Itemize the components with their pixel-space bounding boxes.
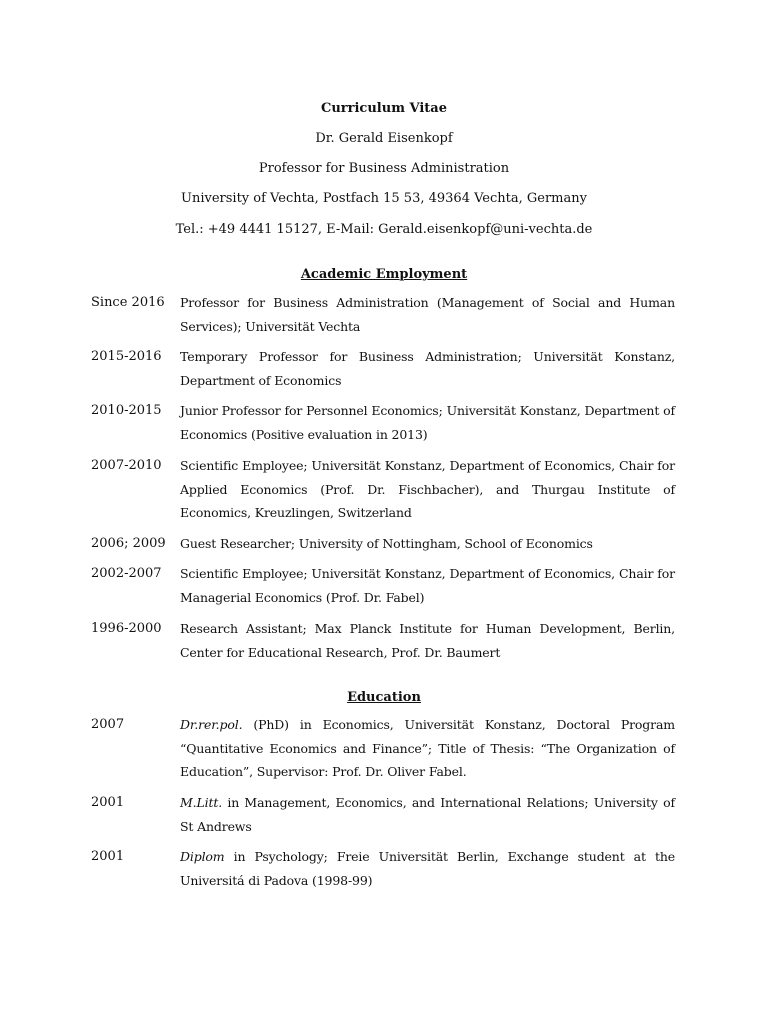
cv-title: Curriculum Vitae [321,101,447,116]
entry-description: Scientific Employee; Universität Konstanz, Department of Economics, Chair for Managerial Economics (Prof. Dr. Fabel) [180,566,675,605]
person-name: Dr. Gerald Eisenkopf [315,131,453,146]
entry-description: Junior Professor for Personnel Economics; Universität Konstanz, Department of Economics (Positive evaluation in 2013) [180,403,675,442]
person-address: University of Vechta, Postfach 15 53, 49364 Vechta, Germany [181,191,587,206]
entry-date: 1996-2000 [91,621,162,636]
person-position: Professor for Business Administration [258,161,510,176]
section-heading-employment: Academic Employment [300,267,468,282]
entry-description [180,791,675,838]
degree-details: in Management, Economics, and International Relations; University of St Andrews [180,795,675,834]
entry-date: 2015-2016 [91,349,162,364]
degree-details: in Psychology; Freie Universität Berlin, Exchange student at the Universitá di Padova (1998-99) [180,849,675,888]
entry-date: 2002-2007 [91,566,162,581]
entry-description: Scientific Employee; Universität Konstanz, Department of Economics, Chair for Applied Economics (Prof. Dr. Fischbacher), and Thurgau Institute of Economics, Kreuzlingen, Switzerland [180,458,675,520]
entry-date: Since 2016 [91,295,165,310]
entry-description: Temporary Professor for Business Administration; Universität Konstanz, Department of Economics [180,349,675,388]
entry-date: 2010-2015 [91,403,162,418]
entry-date: 2001 [91,849,125,864]
entry-date: 2006; 2009 [91,536,166,551]
entry-date: 2007 [91,717,125,732]
section-heading-education: Education [347,690,421,705]
entry-description [180,845,675,892]
entry-description [180,713,675,784]
entry-description: Professor for Business Administration (Management of Social and Human Services); Universität Vechta [180,295,675,334]
degree-name: M.Litt. [180,795,223,810]
person-contact: Tel.: +49 4441 15127, E-Mail: Gerald.eisenkopf@uni-vechta.de [175,222,593,237]
degree-name: Dr.rer.pol. [180,717,243,732]
entry-date: 2001 [91,795,125,810]
entry-description: Guest Researcher; University of Nottingham, School of Economics [180,536,593,551]
degree-details: (PhD) in Economics, Universität Konstanz, Doctoral Program “Quantitative Economics and Finance”; Title of Thesis: “The Organization of Education”, Supervisor: Prof. Dr. Oliver Fabel. [180,717,675,779]
entry-description: Research Assistant; Max Planck Institute for Human Development, Berlin, Center for Educational Research, Prof. Dr. Baumert [180,621,675,660]
degree-name: Diplom [180,849,225,864]
entry-date: 2007-2010 [91,458,162,473]
